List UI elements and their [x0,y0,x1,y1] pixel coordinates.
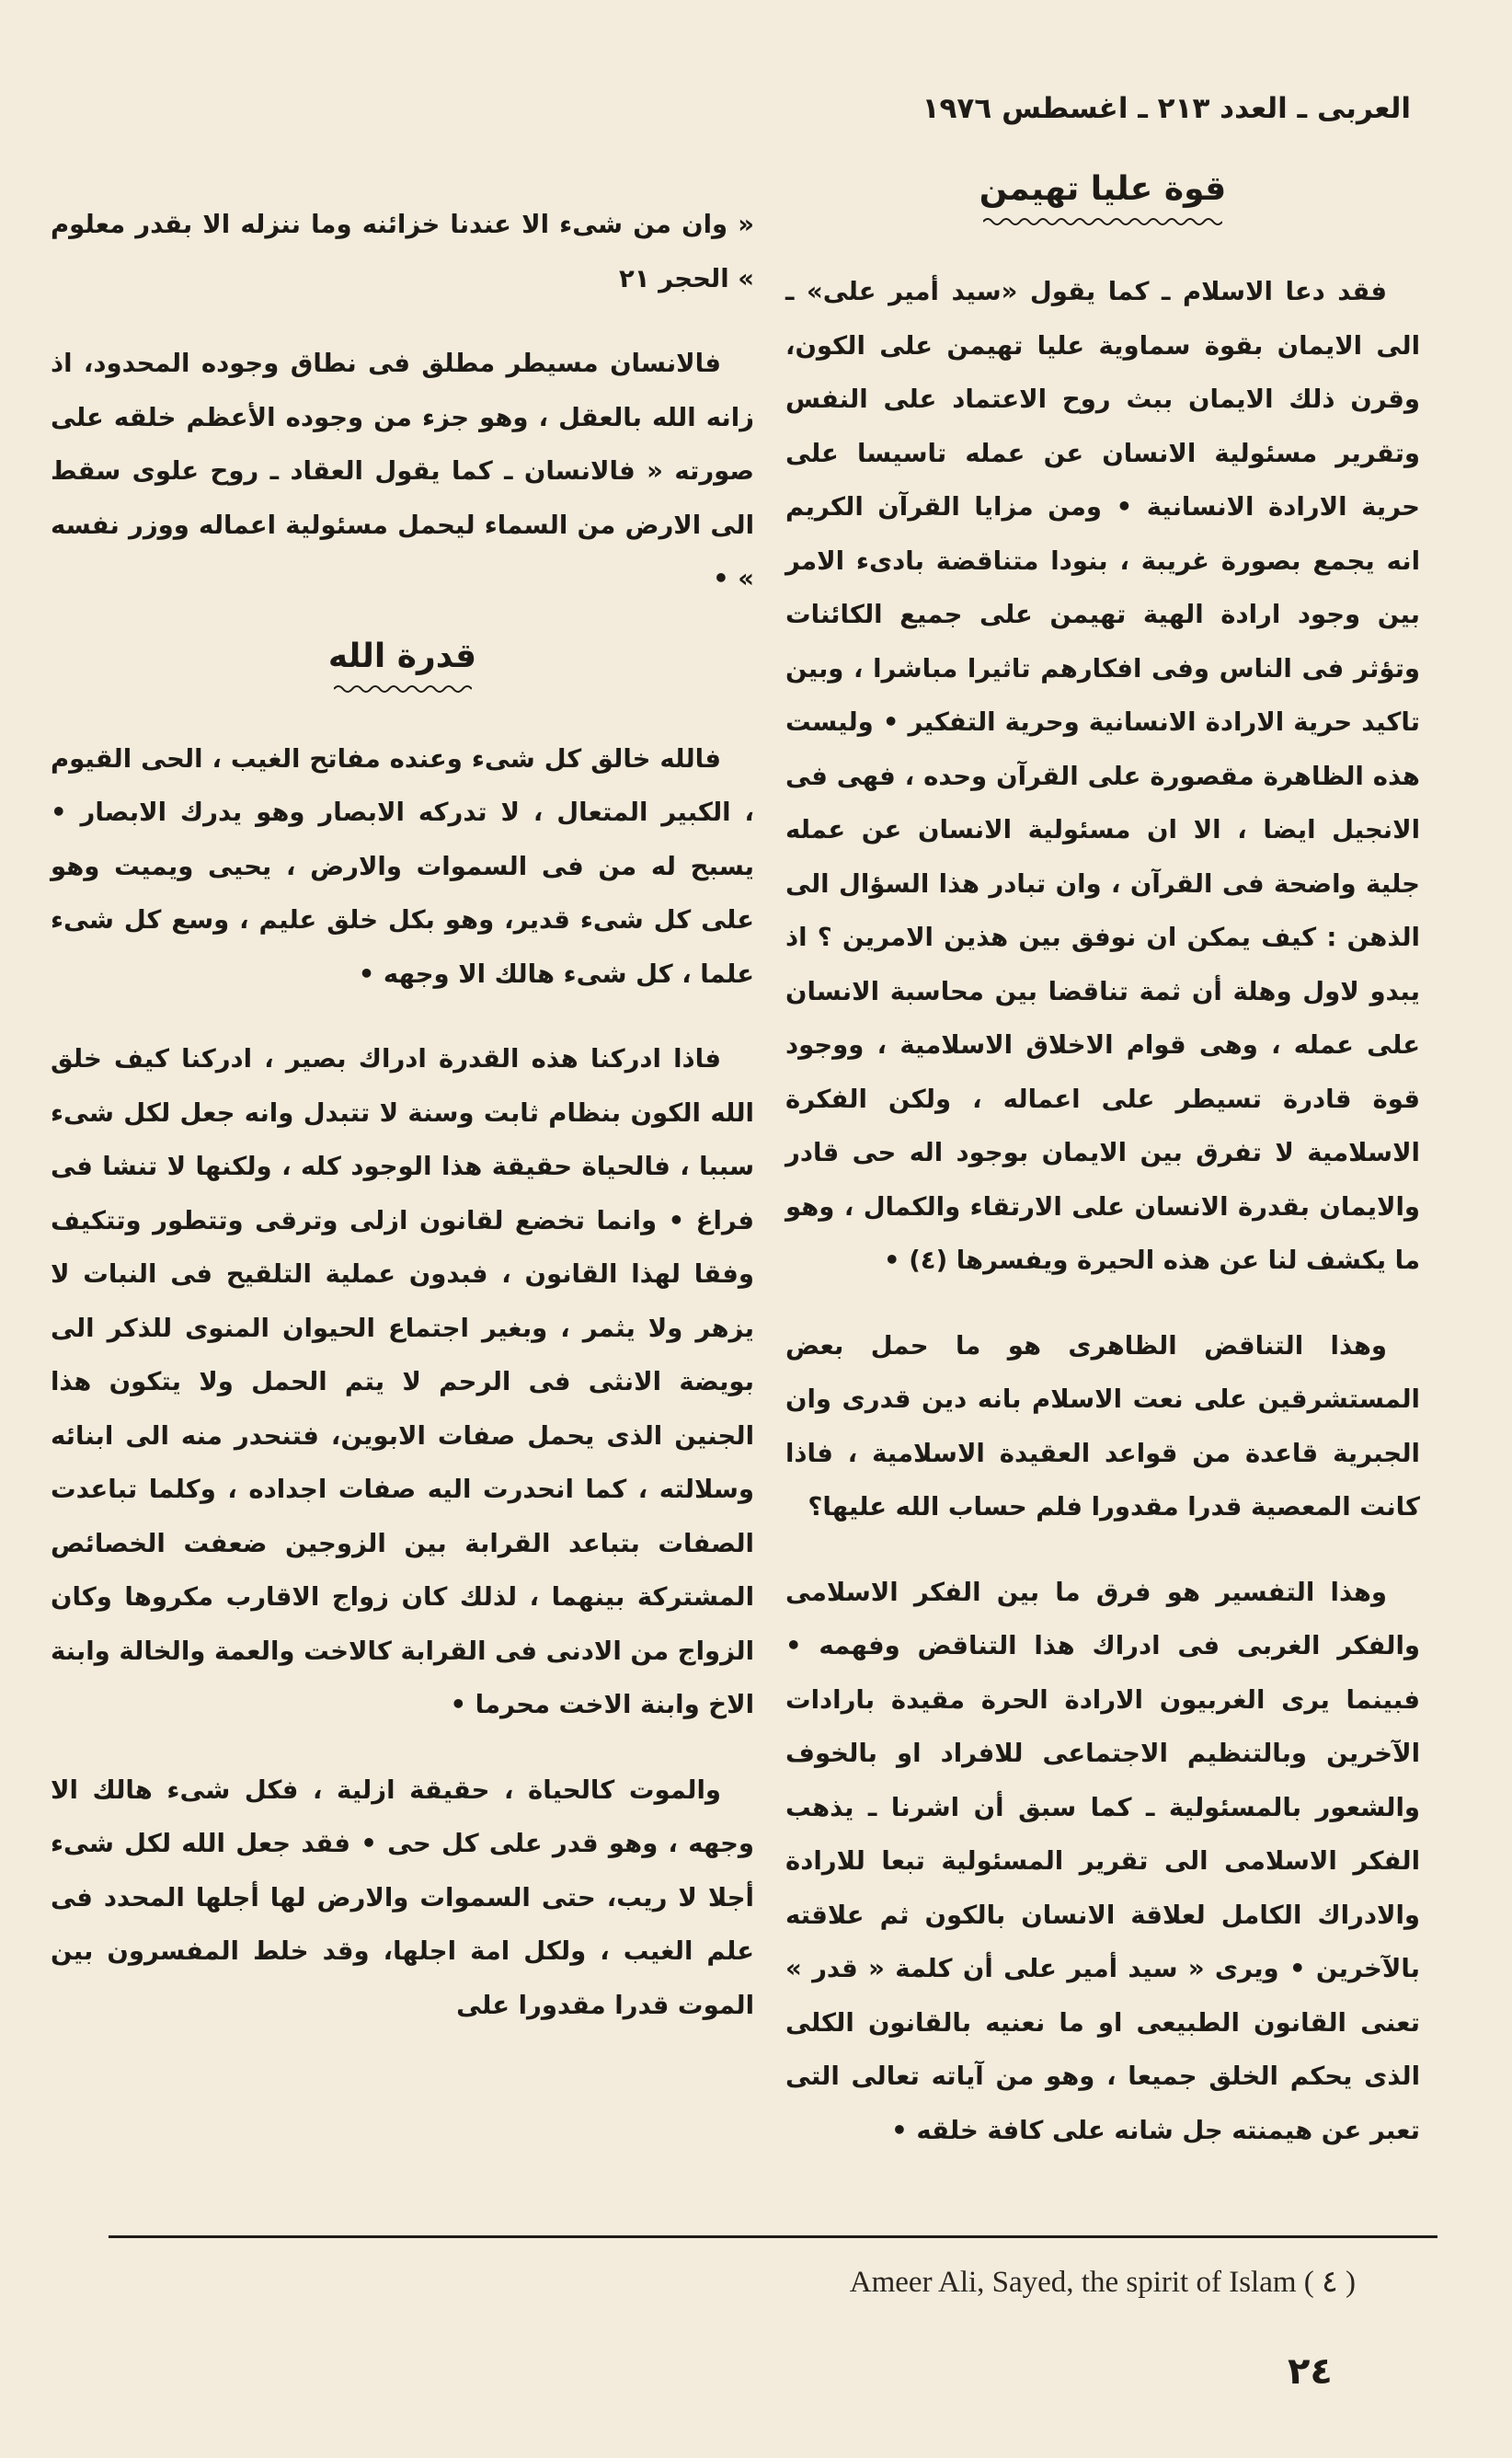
quran-quote: « وان من شىء الا عندنا خزائنه وما ننزله الا بقدر معلوم » الحجر ٢١ [51,210,754,293]
page-number: ٢٤ [1288,2350,1333,2393]
section-heading-gods-power: قدرة الله [327,637,477,675]
paragraph: فقد دعا الاسلام ـ كما يقول «سيد أمير على» ـ الى الايمان بقوة سماوية عليا تهيمن على الكون، وقرن ذلك الايمان ببث روح الاعتماد على النفس وتقرير مسئولية الانسان عن عمله تاسيسا على حرية الارادة الانسانية • ومن مزايا القرآن الكريم انه يجمع بصورة غريبة ، بنودا متناقضة بادىء الامر بين وجود ارادة الهية تهيمن على جميع الكائنات وتؤثر فى الناس وفى افكارهم تاثيرا مباشرا ، وبين تاكيد حرية الارادة الانسانية وحرية التفكير • وليست هذه الظاهرة مقصورة على القرآن وحده ، فهى فى الانجيل ايضا ، الا ان مسئولية الانسان عن عمله جلية واضحة فى القرآن ، وان تبادر هذا السؤال الى الذهن : كيف يمكن ان نوفق بين هذين الامرين ؟ اذ يبدو لاول وهلة أن ثمة تناقضا بين محاسبة الانسان على عمله ، وهى قوام الاخلاق الاسلامية ، ووجود قوة قادرة تسيطر على اعماله ، ولكن الفكرة الاسلامية لا تفرق بين الايمان بوجود اله حى قادر والايمان بقدرة الانسان على الارتقاء والكمال ، وهو ما يكشف لنا عن هذه الحيرة ويفسرها (٤) • [785,277,1420,1275]
paragraph: فالله خالق كل شىء وعنده مفاتح الغيب ، الحى القيوم ، الكبير المتعال ، لا تدركه الابصار وهو يدرك الابصار • يسبح له من فى السموات والارض ، يحيى ويميت وهو على كل شىء قدير، وهو بكل خلق عليم ، وسع كل شىء علما ، كل شىء هالك الا وجهه • [51,743,754,989]
running-header: العربى ـ العدد ٢١٣ ـ اغسطس ١٩٧٦ [922,92,1411,125]
paragraph: وهذا التفسير هو فرق ما بين الفكر الاسلامى والفكر الغربى فى ادراك هذا التناقض وفهمه • فبينما يرى الغربيون الارادة الحرة مقيدة بارادات الآخرين وبالتنظيم الاجتماعى للافراد او بالخوف والشعور بالمسئولية ـ كما سبق أن اشرنا ـ يذهب الفكر الاسلامى الى تقرير المسئولية تبعا للارادة والادراك الكامل لعلاقة الانسان بالكون ثم علاقته بالآخرين • ويرى « سيد أمير على أن كلمة « قدر » تعنى القانون الطبيعى او ما نعنيه بالقانون الكلى الذى يحكم الخلق جميعا ، وهو من آياته تعالى التى تعبر عن هيمنته جل شانه على كافة خلقه • [785,1577,1420,2145]
heading-ornament [334,683,472,695]
footnote-divider [109,2235,1438,2238]
paragraph: وهذا التناقض الظاهرى هو ما حمل بعض المستشرقين على نعت الاسلام بانه دين قدرى وان الجبرية قاعدة من قواعد العقيدة الاسلامية ، فاذا كانت المعصية قدرا مقدورا فلم حساب الله عليها؟ [785,1330,1420,1522]
right-column [785,170,1420,2188]
left-column [51,198,754,2063]
heading-ornament [983,215,1222,228]
paragraph: فالانسان مسيطر مطلق فى نطاق وجوده المحدود، اذ زانه الله بالعقل ، وهو جزء من وجوده الأعظم خلقه على صورته « فالانسان ـ كما يقول العقاد ـ روح علوى سقط الى الارض من السماء ليحمل مسئولية اعماله ووزر نفسه » • [51,349,754,593]
paragraph: والموت كالحياة ، حقيقة ازلية ، فكل شىء هالك الا وجهه ، وهو قدر على كل حى • فقد جعل الله لكل شىء أجلا لا ريب، حتى السموات والارض لها أجلها المحدد فى علم الغيب ، ولكل امة اجلها، وقد خلط المفسرون بين الموت قدرا مقدورا على [51,1775,754,2020]
paragraph: فاذا ادركنا هذه القدرة ادراك بصير ، ادركنا كيف خلق الله الكون بنظام ثابت وسنة لا تتبدل وانه جعل لكل شىء سببا ، فالحياة حقيقة هذا الوجود كله ، ولكنها لا تنشا فى فراغ • وانما تخضع لقانون ازلى وترقى وتتطور وتتكيف وفقا لهذا القانون ، فبدون عملية التلقيح فى النبات لا يزهر ولا يثمر ، وبغير اجتماع الحيوان المنوى للذكر الى بويضة الانثى فى الرحم لا يتم الحمل ولا يتكون هذا الجنين الذى يحمل صفات الابوين، فتنحدر منه الى ابنائه وسلالته ، كما انحدرت اليه صفات اجداده ، وكلما تباعدت الصفات بتباعد القرابة بين الزوجين ضعفت الخصائص المشتركة بينهما ، لذلك كان زواج الاقارب مكروها وكان الزواج من الادنى فى القرابة كالاخت والعمة والخالة وابنة الاخ وابنة الاخت محرما • [51,1044,754,1719]
section-heading-supreme-power: قوة عليا تهيمن [979,170,1227,208]
footnote: Ameer Ali, Sayed, the spirit of Islam ( ٤ ) [849,2266,1356,2299]
